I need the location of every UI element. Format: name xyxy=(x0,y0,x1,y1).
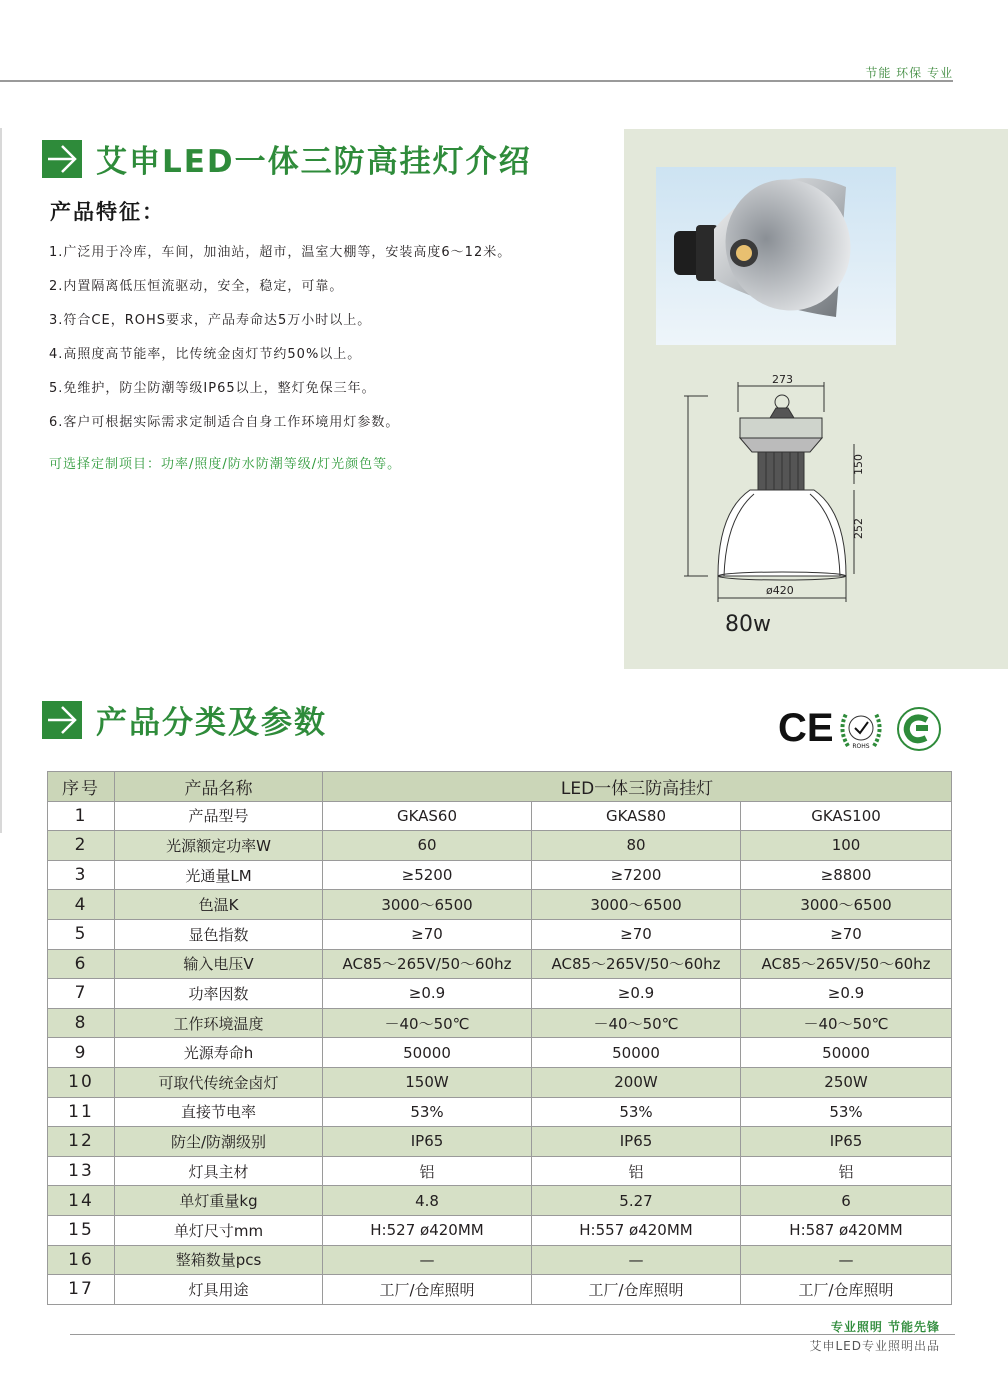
row-value: 50000 xyxy=(532,1038,741,1068)
feature-item: 1.广泛用于冷库，车间，加油站，超市，温室大棚等，安装高度6～12米。 xyxy=(49,245,512,260)
row-value: 5.27 xyxy=(532,1186,741,1216)
row-no: 6 xyxy=(48,949,115,979)
footer-tagline: 专业照明 节能先锋 xyxy=(830,1320,940,1334)
row-value: 150W xyxy=(323,1067,532,1097)
row-no: 5 xyxy=(48,919,115,949)
row-no: 15 xyxy=(48,1215,115,1245)
dim-lower-height: 252 xyxy=(852,518,865,539)
arrow-icon xyxy=(42,140,82,178)
row-no: 7 xyxy=(48,979,115,1009)
row-value: 工厂/仓库照明 xyxy=(532,1275,741,1305)
row-no: 8 xyxy=(48,1008,115,1038)
row-value: ≥0.9 xyxy=(323,979,532,1009)
header-name: 产品名称 xyxy=(115,772,323,802)
table-row xyxy=(48,1275,952,1305)
row-value: ≥8800 xyxy=(741,860,952,890)
custom-options: 可选择定制项目：功率/照度/防水防潮等级/灯光颜色等。 xyxy=(49,457,402,472)
row-no: 3 xyxy=(48,860,115,890)
row-value: 53% xyxy=(323,1097,532,1127)
features-list xyxy=(49,244,511,448)
row-no: 13 xyxy=(48,1156,115,1186)
table-row xyxy=(48,1156,952,1186)
row-name: 直接节电率 xyxy=(115,1097,323,1127)
row-value: 工厂/仓库照明 xyxy=(323,1275,532,1305)
row-name: 可取代传统金卤灯 xyxy=(115,1067,323,1097)
row-value: H:527 ø420MM xyxy=(323,1215,532,1245)
table-row xyxy=(48,1038,952,1068)
rohs-text: ROHS xyxy=(852,743,870,750)
row-name: 整箱数量pcs xyxy=(115,1245,323,1275)
footer-publisher: 艾申LED专业照明出品 xyxy=(809,1339,940,1353)
row-value: 53% xyxy=(741,1097,952,1127)
dim-top-width: 273 xyxy=(772,373,793,386)
table-row xyxy=(48,1215,952,1245)
top-rule xyxy=(0,80,953,82)
row-no: 4 xyxy=(48,890,115,920)
row-value: — xyxy=(532,1245,741,1275)
row-name: 单灯尺寸mm xyxy=(115,1215,323,1245)
table-header-row xyxy=(48,772,952,802)
row-value: AC85～265V/50～60hz xyxy=(741,949,952,979)
left-margin-rule xyxy=(0,128,2,833)
row-value: 4.8 xyxy=(323,1186,532,1216)
row-value: 3000～6500 xyxy=(323,890,532,920)
row-name: 功率因数 xyxy=(115,979,323,1009)
row-value: 6 xyxy=(741,1186,952,1216)
row-value: ≥0.9 xyxy=(741,979,952,1009)
feature-item: 4.高照度高节能率，比传统金卤灯节约50%以上。 xyxy=(49,347,362,362)
row-value: IP65 xyxy=(323,1127,532,1157)
row-name: 光源寿命h xyxy=(115,1038,323,1068)
row-value: H:557 ø420MM xyxy=(532,1215,741,1245)
row-value: 铝 xyxy=(741,1156,952,1186)
row-value: ≥70 xyxy=(741,919,952,949)
intro-title: 艾申LED一体三防高挂灯介绍 xyxy=(96,144,532,180)
product-photo xyxy=(656,167,896,345)
header-slogan: 节能 环保 专业 xyxy=(865,66,953,80)
row-no: 9 xyxy=(48,1038,115,1068)
specs-heading xyxy=(42,697,327,742)
row-no: 2 xyxy=(48,831,115,861)
table-row xyxy=(48,1127,952,1157)
ce-mark: CE xyxy=(778,706,834,750)
arrow-icon xyxy=(42,701,82,739)
bottom-rule xyxy=(70,1334,955,1335)
table-row xyxy=(48,1245,952,1275)
row-value: 工厂/仓库照明 xyxy=(741,1275,952,1305)
row-name: 输入电压V xyxy=(115,949,323,979)
row-value: －40～50℃ xyxy=(532,1008,741,1038)
row-name: 光通量LM xyxy=(115,860,323,890)
row-no: 12 xyxy=(48,1127,115,1157)
dimension-drawing xyxy=(678,372,878,612)
row-value: ≥70 xyxy=(532,919,741,949)
table-row xyxy=(48,1067,952,1097)
header-no: 序号 xyxy=(48,772,115,802)
row-value: AC85～265V/50～60hz xyxy=(323,949,532,979)
row-value: 53% xyxy=(532,1097,741,1127)
row-no: 17 xyxy=(48,1275,115,1305)
row-value: GKAS100 xyxy=(741,801,952,831)
row-value: ≥7200 xyxy=(532,860,741,890)
row-value: 50000 xyxy=(323,1038,532,1068)
table-row xyxy=(48,949,952,979)
row-name: 产品型号 xyxy=(115,801,323,831)
row-value: 60 xyxy=(323,831,532,861)
table-row xyxy=(48,890,952,920)
row-no: 16 xyxy=(48,1245,115,1275)
environmental-label-logo xyxy=(894,706,944,756)
header-product: LED一体三防高挂灯 xyxy=(323,772,952,802)
row-name: 工作环境温度 xyxy=(115,1008,323,1038)
intro-heading xyxy=(42,136,532,181)
rohs-logo xyxy=(836,706,886,756)
feature-item: 5.免维护，防尘防潮等级IP65以上，整灯免保三年。 xyxy=(49,381,376,396)
row-value: ≥5200 xyxy=(323,860,532,890)
row-name: 防尘/防潮级别 xyxy=(115,1127,323,1157)
row-no: 10 xyxy=(48,1067,115,1097)
row-value: 50000 xyxy=(741,1038,952,1068)
dim-upper-height: 150 xyxy=(852,454,865,475)
row-value: －40～50℃ xyxy=(323,1008,532,1038)
row-no: 1 xyxy=(48,801,115,831)
spec-table xyxy=(47,771,952,1305)
table-row xyxy=(48,1186,952,1216)
row-name: 灯具用途 xyxy=(115,1275,323,1305)
row-name: 灯具主材 xyxy=(115,1156,323,1186)
row-value: ≥0.9 xyxy=(532,979,741,1009)
table-row xyxy=(48,831,952,861)
row-name: 光源额定功率W xyxy=(115,831,323,861)
row-no: 11 xyxy=(48,1097,115,1127)
row-value: — xyxy=(323,1245,532,1275)
table-row xyxy=(48,860,952,890)
table-row xyxy=(48,801,952,831)
table-row xyxy=(48,979,952,1009)
row-value: ≥70 xyxy=(323,919,532,949)
row-value: GKAS80 xyxy=(532,801,741,831)
row-value: IP65 xyxy=(532,1127,741,1157)
row-value: — xyxy=(741,1245,952,1275)
row-value: 铝 xyxy=(532,1156,741,1186)
row-value: 3000～6500 xyxy=(532,890,741,920)
table-row xyxy=(48,1008,952,1038)
row-value: 100 xyxy=(741,831,952,861)
row-value: H:587 ø420MM xyxy=(741,1215,952,1245)
row-name: 单灯重量kg xyxy=(115,1186,323,1216)
row-value: 80 xyxy=(532,831,741,861)
row-value: IP65 xyxy=(741,1127,952,1157)
row-value: 250W xyxy=(741,1067,952,1097)
specs-title: 产品分类及参数 xyxy=(96,705,327,741)
row-name: 色温K xyxy=(115,890,323,920)
dim-diameter: ø420 xyxy=(766,584,794,597)
row-value: GKAS60 xyxy=(323,801,532,831)
wattage-label: 80w xyxy=(725,612,771,637)
row-name: 显色指数 xyxy=(115,919,323,949)
row-value: 铝 xyxy=(323,1156,532,1186)
feature-item: 2.内置隔离低压恒流驱动，安全，稳定，可靠。 xyxy=(49,279,344,294)
row-value: AC85～265V/50～60hz xyxy=(532,949,741,979)
row-value: 3000～6500 xyxy=(741,890,952,920)
feature-item: 6.客户可根据实际需求定制适合自身工作环境用灯参数。 xyxy=(49,415,400,430)
table-row xyxy=(48,919,952,949)
features-title: 产品特征： xyxy=(50,200,165,224)
feature-item: 3.符合CE，ROHS要求，产品寿命达5万小时以上。 xyxy=(49,313,372,328)
table-row xyxy=(48,1097,952,1127)
row-no: 14 xyxy=(48,1186,115,1216)
row-value: 200W xyxy=(532,1067,741,1097)
row-value: －40～50℃ xyxy=(741,1008,952,1038)
